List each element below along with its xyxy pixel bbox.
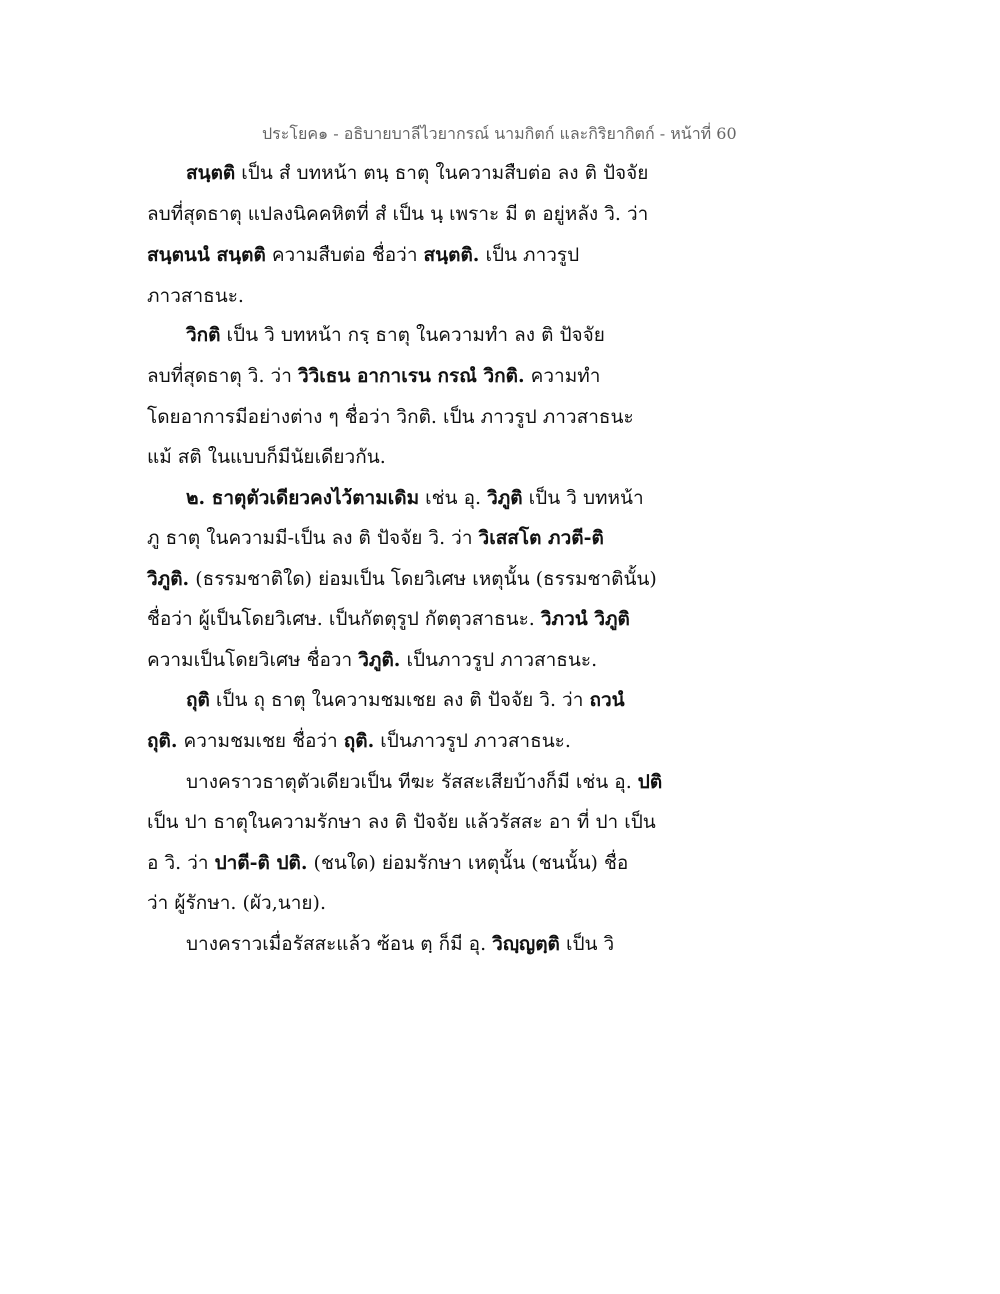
text-line bbox=[147, 728, 667, 754]
text-line bbox=[147, 525, 667, 551]
text-run: ภาวสาธนะ. bbox=[147, 285, 244, 307]
text-run: แม้ สติ ในแบบก็มีนัยเดียวกัน. bbox=[147, 446, 386, 468]
text-line bbox=[147, 890, 667, 916]
text-run: เป็น ภาวรูป bbox=[479, 244, 580, 266]
bold-term: สนฺตติ. bbox=[423, 244, 480, 266]
text-line bbox=[147, 647, 667, 673]
text-line bbox=[147, 283, 667, 309]
text-run: ภู ธาตุ ในความมี-เป็น ลง ติ ปัจจัย วิ. ว่า bbox=[147, 527, 479, 549]
bold-term: วิภูติ bbox=[487, 487, 523, 509]
text-line bbox=[186, 687, 706, 713]
text-line bbox=[186, 160, 706, 186]
text-line bbox=[186, 931, 706, 957]
text-run: บางคราวธาตุตัวเดียวเป็น ทีฆะ รัสสะเสียบ้างก็มี เช่น อุ. bbox=[186, 771, 638, 793]
bold-term: ปติ bbox=[637, 771, 663, 793]
bold-term: ถุติ. bbox=[343, 730, 375, 752]
page-header: ประโยค๑ - อธิบายบาลีไวยากรณ์ นามกิตก์ และกิริยากิตก์ - หน้าที่ 60 bbox=[262, 124, 737, 143]
text-line bbox=[147, 363, 667, 389]
bold-term: ถุติ bbox=[186, 689, 210, 711]
bold-term: ถวนํ bbox=[589, 689, 625, 711]
text-run: ความทำ bbox=[524, 365, 601, 387]
bold-term: ๒. ธาตุตัวเดียวคงไว้ตามเดิม bbox=[186, 487, 420, 509]
text-line bbox=[186, 322, 706, 348]
text-line bbox=[147, 606, 667, 632]
bold-term: ปาตี-ติ ปติ. bbox=[214, 852, 308, 874]
text-run: ความชมเชย ชื่อว่า bbox=[177, 730, 344, 752]
bold-term: สนฺตติ bbox=[186, 162, 236, 184]
text-run: ความสืบต่อ ชื่อว่า bbox=[265, 244, 424, 266]
bold-term: วิภูติ. bbox=[147, 568, 190, 590]
text-run: เป็นภาวรูป ภาวสาธนะ. bbox=[374, 730, 571, 752]
text-run: ลบที่สุดธาตุ วิ. ว่า bbox=[147, 365, 298, 387]
text-line bbox=[147, 850, 667, 876]
text-run: อ วิ. ว่า bbox=[147, 852, 215, 874]
bold-term: ถุติ. bbox=[147, 730, 178, 752]
text-run: เป็น ถุ ธาตุ ในความชมเชย ลง ติ ปัจจัย วิ. ว่า bbox=[209, 689, 590, 711]
text-run: เป็น วิ บทหน้า bbox=[522, 487, 644, 509]
text-line bbox=[147, 809, 667, 835]
text-line bbox=[147, 404, 667, 430]
bold-term: วิกติ bbox=[186, 324, 221, 346]
text-run: บางคราวเมื่อรัสสะแล้ว ซ้อน ตฺ ก็มี อุ. bbox=[186, 933, 493, 955]
text-run: เป็น สํ บทหน้า ตนฺ ธาตุ ในความสืบต่อ ลง ติ ปัจจัย bbox=[235, 162, 649, 184]
text-line bbox=[186, 485, 706, 511]
bold-term: วิภวนํ วิภูติ bbox=[540, 608, 630, 630]
bold-term: วิภูติ. bbox=[358, 649, 401, 671]
text-run: เป็นภาวรูป ภาวสาธนะ. bbox=[400, 649, 598, 671]
text-run: ชื่อว่า ผู้เป็นโดยวิเศษ. เป็นกัตตุรูป กัตตุวสาธนะ. bbox=[147, 608, 541, 630]
text-line bbox=[147, 242, 667, 268]
bold-term: วิเสสโต ภวตี-ติ bbox=[478, 527, 604, 549]
text-line bbox=[147, 566, 667, 592]
bold-term: สนฺตนนํ สนฺตติ bbox=[147, 244, 266, 266]
text-run: เป็น วิ bbox=[559, 933, 615, 955]
text-run: เป็น ปา ธาตุในความรักษา ลง ติ ปัจจัย แล้วรัสสะ อา ที่ ปา เป็น bbox=[147, 811, 656, 833]
text-run: ว่า ผู้รักษา. (ผัว,นาย). bbox=[147, 892, 326, 914]
text-run: เช่น อุ. bbox=[419, 487, 488, 509]
text-run: เป็น วิ บทหน้า กรฺ ธาตุ ในความทำ ลง ติ ปัจจัย bbox=[220, 324, 605, 346]
text-line bbox=[186, 769, 706, 795]
bold-term: วิญฺญตฺติ bbox=[492, 933, 560, 955]
text-run: ลบที่สุดธาตุ แปลงนิคคหิตที่ สํ เป็น นฺ เพราะ มี ต อยู่หลัง วิ. ว่า bbox=[147, 203, 649, 225]
bold-term: วิวิเธน อากาเรน กรณํ วิกติ. bbox=[297, 365, 525, 387]
text-run: โดยอาการมีอย่างต่าง ๆ ชื่อว่า วิกติ. เป็น ภาวรูป ภาวสาธนะ bbox=[147, 406, 634, 428]
text-line bbox=[147, 201, 667, 227]
text-run: ความเป็นโดยวิเศษ ชื่อวา bbox=[147, 649, 359, 671]
text-run: (ธรรมชาติใด) ย่อมเป็น โดยวิเศษ เหตุนั้น (ธรรมชาตินั้น) bbox=[189, 568, 657, 590]
text-run: (ชนใด) ย่อมรักษา เหตุนั้น (ชนนั้น) ชื่อ bbox=[307, 852, 629, 874]
text-line bbox=[147, 444, 667, 470]
